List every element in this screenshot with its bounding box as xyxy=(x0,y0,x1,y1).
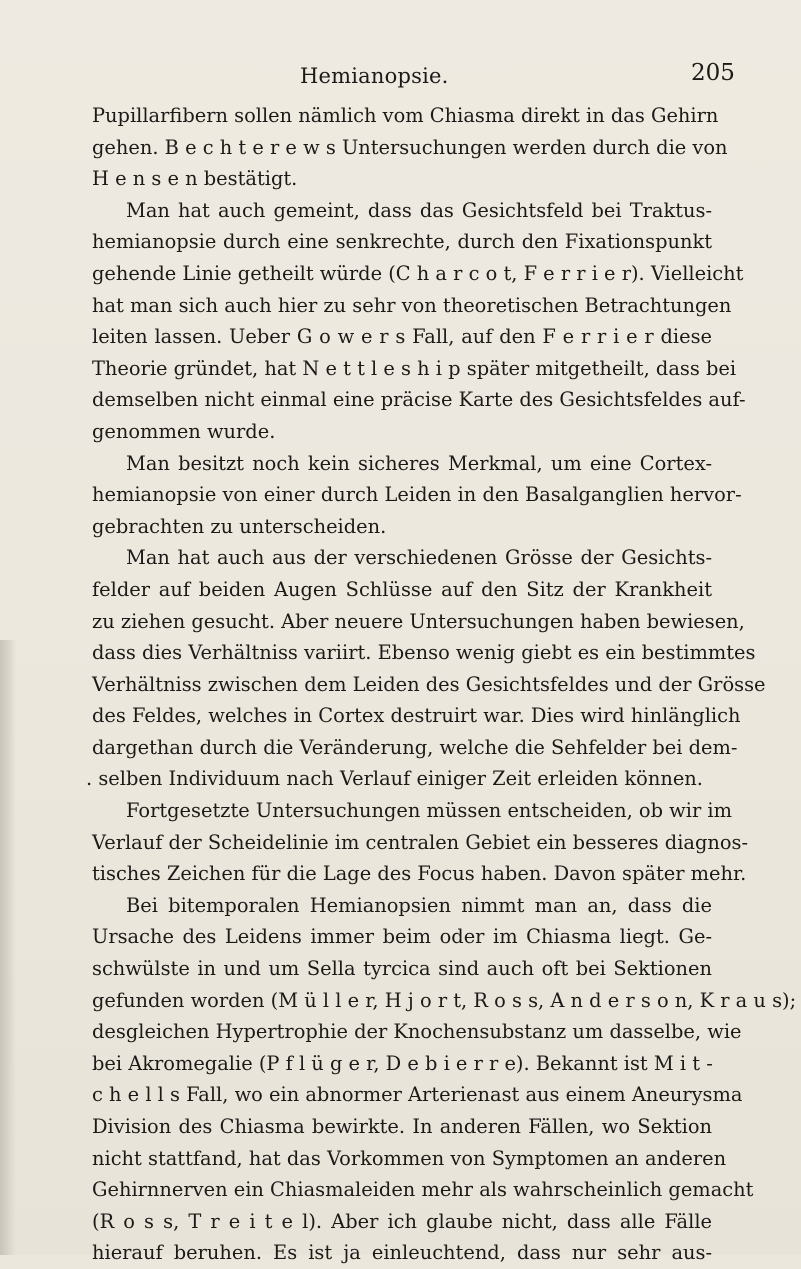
text-line: nicht stattfand, hat das Vorkommen von Symptomen an anderen xyxy=(92,1146,727,1170)
text-line: gebrachten zu unterscheiden. xyxy=(92,514,387,538)
text-line: bei Akromegalie (P f l ü g e r, D e b i e r r e). Bekannt ist M i t - xyxy=(92,1051,713,1075)
text-line: gehende Linie getheilt würde (C h a r c o t, F e r r i e r). Vielleicht xyxy=(92,261,744,285)
text-line: Verhältniss zwischen dem Leiden des Gesichtsfeldes und der Grösse xyxy=(92,672,766,696)
text-line: leiten lassen. Ueber G o w e r s Fall, auf den F e r r i e r diese xyxy=(92,325,712,349)
text-line: Theorie gründet, hat N e t t l e s h i p später mitgetheilt, dass bei xyxy=(92,356,737,380)
text-line: Verlauf der Scheidelinie im centralen Gebiet ein besseres diagnos- xyxy=(92,830,749,854)
text-line: felder auf beiden Augen Schlüsse auf den Sitz der Krankheit xyxy=(92,577,712,601)
text-line: des Feldes, welches in Cortex destruirt war. Dies wird hinlänglich xyxy=(92,704,741,728)
text-line: zu ziehen gesucht. Aber neuere Untersuchungen haben bewiesen, xyxy=(92,609,745,633)
text-line: Pupillarfibern sollen nämlich vom Chiasma direkt in das Gehirn xyxy=(92,104,719,127)
page-number: 205 xyxy=(691,60,735,86)
paragraph-start-line: Man hat auch gemeint, dass das Gesichtsfeld bei Traktus- xyxy=(126,198,712,222)
text-line: schwülste in und um Sella tyrcica sind auch oft bei Sektionen xyxy=(92,957,712,981)
text-line: Ursache des Leidens immer beim oder im Chiasma liegt. Ge- xyxy=(92,925,712,949)
text-line: hemianopsie durch eine senkrechte, durch den Fixationspunkt xyxy=(92,230,712,254)
text-line: dargethan durch die Veränderung, welche die Sehfelder bei dem- xyxy=(92,735,738,759)
text-line: . selben Individuum nach Verlauf einiger Zeit erleiden können. xyxy=(86,767,703,791)
text-line: gehen. B e c h t e r e w s Untersuchungen werden durch die von xyxy=(92,135,728,159)
paragraph-start-line: Bei bitemporalen Hemianopsien nimmt man an, dass die xyxy=(126,893,712,917)
paragraph-start-line: Fortgesetzte Untersuchungen müssen entscheiden, ob wir im xyxy=(126,799,732,823)
text-line: c h e l l s Fall, wo ein abnormer Arterienast aus einem Aneurysma xyxy=(92,1083,743,1107)
text-line: (R o s s, T r e i t e l). Aber ich glaube nicht, dass alle Fälle xyxy=(92,1209,712,1233)
text-line: Division des Chiasma bewirkte. In anderen Fällen, wo Sektion xyxy=(92,1115,712,1138)
text-line: H e n s e n bestätigt. xyxy=(92,167,298,191)
body-text xyxy=(86,100,797,1269)
text-line: Gehirnnerven ein Chiasmaleiden mehr als wahrscheinlich gemacht xyxy=(92,1178,754,1202)
text-line: desgleichen Hypertrophie der Knochensubstanz um dasselbe, wie xyxy=(92,1020,742,1044)
text-line: tisches Zeichen für die Lage des Focus haben. Davon später mehr. xyxy=(92,862,747,886)
paragraph-start-line: Man besitzt noch kein sicheres Merkmal, um eine Cortex- xyxy=(126,451,712,475)
text-line: genommen wurde. xyxy=(92,419,276,443)
text-line: hierauf beruhen. Es ist ja einleuchtend, dass nur sehr aus- xyxy=(92,1241,712,1265)
text-line: dass dies Verhältniss variirt. Ebenso wenig giebt es ein bestimmtes xyxy=(92,641,756,665)
binding-shadow xyxy=(0,640,16,1255)
running-title: Hemianopsie. xyxy=(300,64,449,88)
paragraph-start-line: Man hat auch aus der verschiedenen Grösse der Gesichts- xyxy=(126,546,712,570)
text-line: hemianopsie von einer durch Leiden in den Basalganglien hervor- xyxy=(92,483,742,507)
text-line: hat man sich auch hier zu sehr von theoretischen Betrachtungen xyxy=(92,293,732,317)
page-header xyxy=(0,58,801,88)
text-line: gefunden worden (M ü l l e r, H j o r t, R o s s, A n d e r s o n, K r a u s); xyxy=(92,988,797,1012)
text-line: demselben nicht einmal eine präcise Karte des Gesichtsfeldes auf- xyxy=(92,388,746,412)
